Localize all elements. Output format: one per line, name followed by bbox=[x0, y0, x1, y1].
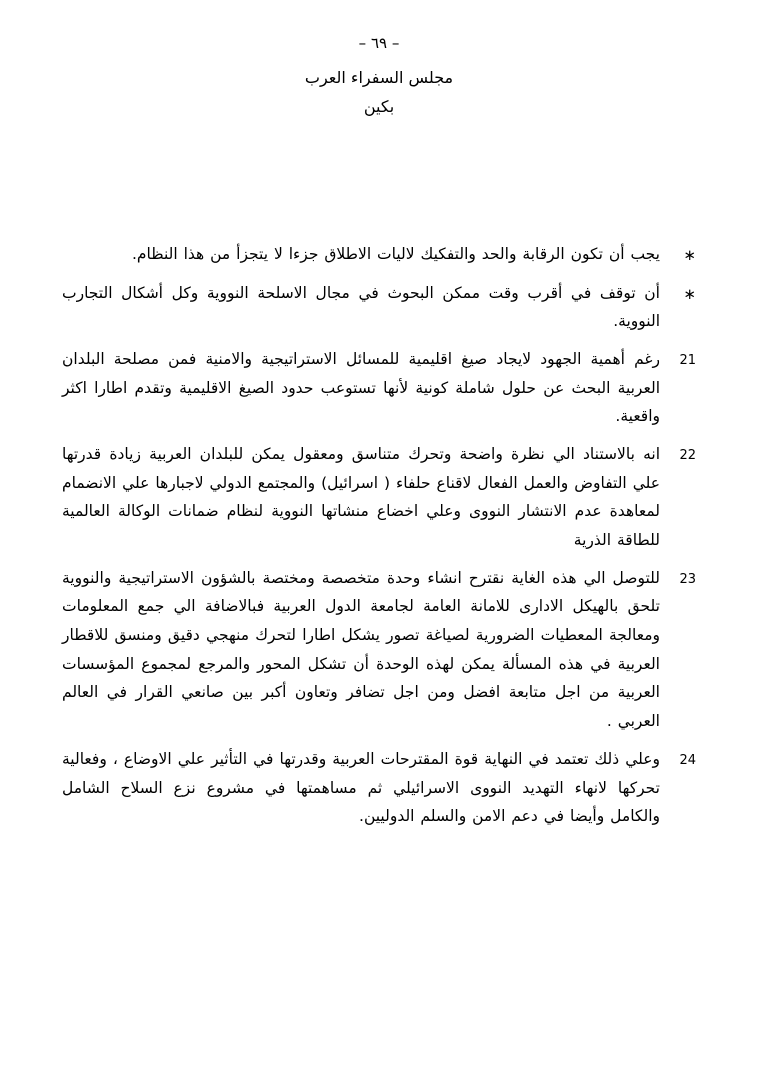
paragraph-text: رغم أهمية الجهود لايجاد صيغ اقليمية للمسائل الاستراتيجية والامنية فمن مصلحة البلدان العربية البحث عن حلول شاملة كونية لأنها تستوعب حدود الصيغ الاقليمية وتقدم اطارا اكثر واقعية. bbox=[62, 350, 660, 426]
paragraph-bullet-1 bbox=[62, 240, 696, 270]
paragraph-marker: ∗ bbox=[683, 246, 696, 264]
document-body bbox=[62, 240, 696, 840]
paragraph-bullet-2 bbox=[62, 279, 696, 336]
paragraph-text: يجب أن تكون الرقابة والحد والتفكيك لاليات الاطلاق جزءا لا يتجزأ من هذا النظام. bbox=[132, 245, 660, 263]
paragraph-21 bbox=[62, 345, 696, 431]
header-title-line-2: بكين bbox=[363, 97, 395, 116]
paragraph-text: للتوصل الي هذه الغاية نقترح انشاء وحدة متخصصة ومختصة بالشؤون الاستراتيجية والنووية تلحق بالهيكل الادارى للامانة العامة لجامعة الدول العربية فبالاضافة الي جمع المعلومات ومعالجة المعطيات الضرورية لصياغة تصور يشكل اطارا لتحرك منهجي دقيق ومنسق للاقطار العربية في هذه المسألة يمكن لهذه الوحدة أن تشكل المحور والمرجع لمجموع المؤسسات العربية من اجل متابعة افضل ومن اجل تضافر وتعاون أكبر بين صانعي القرار في العالم العربي . bbox=[62, 568, 660, 731]
paragraph-marker: 21 bbox=[679, 353, 696, 369]
paragraph-marker: 24 bbox=[679, 752, 696, 768]
paragraph-22 bbox=[62, 440, 696, 555]
paragraph-marker: 22 bbox=[679, 448, 696, 464]
page-number: – ٦٩ – bbox=[358, 34, 400, 52]
header-title-line-1: مجلس السفراء العرب bbox=[304, 68, 454, 87]
paragraph-text: انه بالاستناد الي نظرة واضحة وتحرك متناسق ومعقول يمكن للبلدان العربية زيادة قدرتها علي التفاوض والعمل الفعال لاقناع حلفاء ( اسرائيل) والمجتمع الدولي لاجبارها علي الانضمام لمعاهدة عدم الانتشار النووى وعلي اخضاع منشاتها النووية لنظام ضمانات الوكالة العالمية للطاقة الذرية bbox=[62, 445, 660, 550]
paragraph-text: أن توقف في أقرب وقت ممكن البحوث في مجال الاسلحة النووية وكل أشكال التجارب النووية. bbox=[62, 283, 660, 331]
paragraph-text: وعلي ذلك تعتمد في النهاية قوة المقترحات العربية وقدرتها في التأثير علي الاوضاع ، وفعالية تحركها لانهاء التهديد النووى الاسرائيلي ثم مساهمتها في مشروع نزع السلاح الشامل والكامل وأيضا في دعم الامن والسلم الدوليين. bbox=[62, 749, 660, 826]
paragraph-24 bbox=[62, 745, 696, 831]
paragraph-marker: ∗ bbox=[683, 284, 696, 303]
paragraph-marker: 23 bbox=[679, 571, 696, 587]
page-header bbox=[0, 0, 758, 116]
paragraph-23 bbox=[62, 564, 696, 736]
